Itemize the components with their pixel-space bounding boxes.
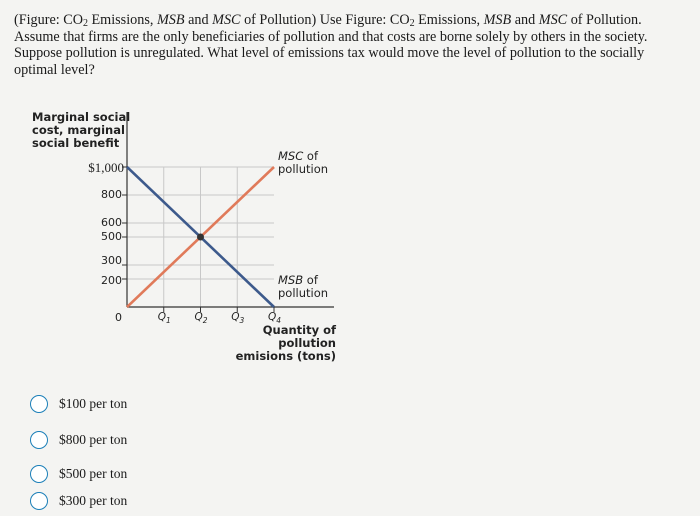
y-tick-label: 800 (101, 188, 122, 201)
y-tick-label: 500 (101, 230, 122, 243)
x-tick-label: $Q_2$ (194, 311, 208, 326)
y-tick-label: 200 (101, 274, 122, 287)
option-100-per-ton[interactable] (30, 393, 180, 415)
x-tick-label: $Q_3$ (231, 311, 245, 326)
equilibrium-point (197, 234, 204, 241)
y-tick-label: $1,000 (88, 160, 124, 175)
option-label: $300 per ton (59, 493, 128, 508)
question-text: (Figure: $CO_2$ Emissions, MSB and MSC of Pollution) Use Figure: $CO_2$ Emissions, MSB and MSC of Pollution. Assume that firms are the only beneficiaries of pollution and that costs are borne solely by others in the society. Suppose pollution is unregulated. What level of emissions tax would move the level of pollution to the socially optimal level? (14, 12, 648, 78)
y-tick-label: 600 (101, 216, 122, 229)
radio-button[interactable] (30, 465, 48, 483)
radio-button[interactable] (30, 395, 48, 413)
option-label: $800 per ton (59, 432, 128, 447)
y-tick-label: 300 (101, 254, 122, 267)
option-label: $500 per ton (59, 466, 128, 481)
radio-button[interactable] (30, 492, 48, 510)
y-axis-label: Marginal social cost, marginal social benefit (32, 110, 131, 150)
radio-button[interactable] (30, 431, 48, 449)
msc-curve-label: MSC of pollution (278, 149, 329, 176)
option-800-per-ton[interactable] (30, 429, 180, 451)
y-tick-label: 0 (115, 311, 122, 324)
option-500-per-ton[interactable] (30, 463, 180, 485)
x-tick-label: $Q_1$ (157, 311, 171, 326)
msb-curve-label: MSB of pollution (278, 273, 329, 300)
x-axis-label: Quantity of pollution emisions (tons) (235, 323, 336, 363)
option-300-per-ton[interactable] (30, 490, 180, 512)
x-tick-label: $Q_4$ (268, 311, 282, 326)
option-label: $100 per ton (59, 396, 128, 411)
